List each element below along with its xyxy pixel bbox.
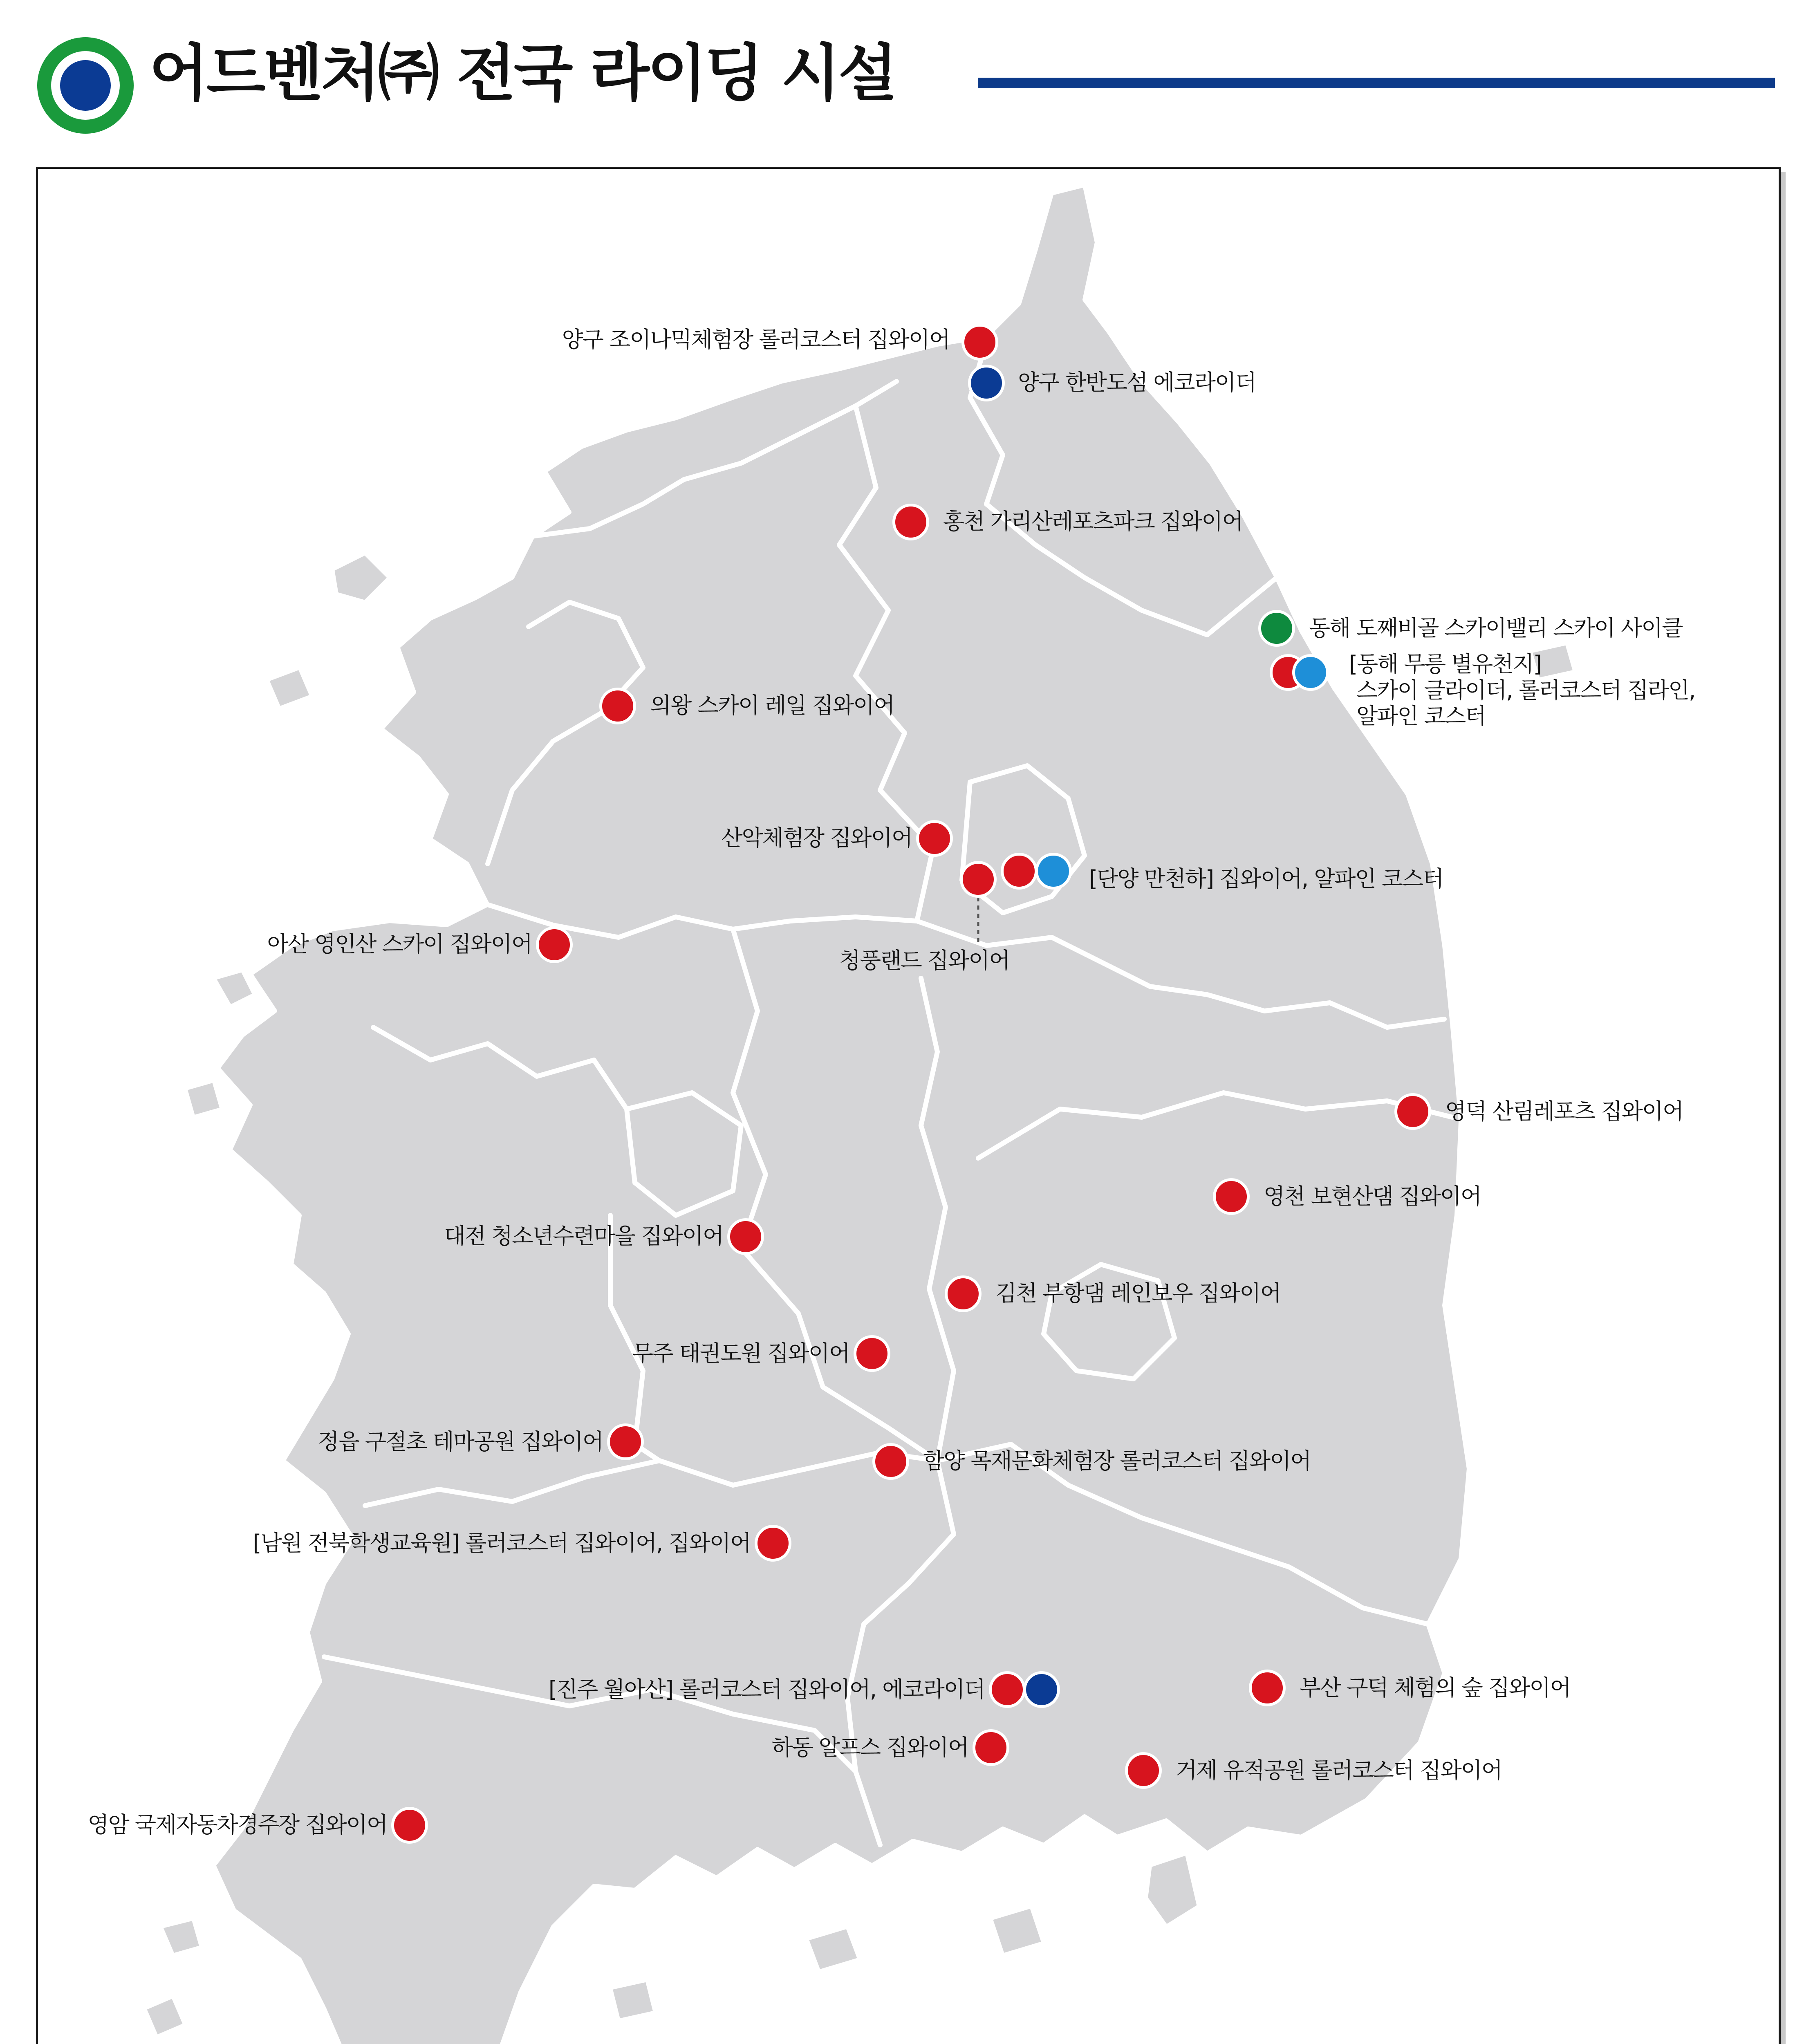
label-yanggu-joynamic: 양구 조이나믹체험장 롤러코스터 집와이어 bbox=[562, 327, 950, 353]
label-asan: 아산 영인산 스카이 집와이어 bbox=[267, 931, 532, 957]
header bbox=[0, 0, 1813, 164]
eco-rider-marker-icon bbox=[1023, 1671, 1060, 1708]
zipline-marker-icon bbox=[961, 324, 998, 361]
label-hongcheon: 홍천 가리산레포츠파크 집와이어 bbox=[943, 509, 1243, 535]
label-sanak: 산악체험장 집와이어 bbox=[721, 825, 912, 851]
label-gimcheon: 김천 부항댐 레인보우 집와이어 bbox=[995, 1280, 1281, 1307]
alpine-coaster-marker-icon bbox=[1035, 853, 1072, 890]
zipline-marker-icon bbox=[599, 688, 636, 724]
alpine-coaster-marker-icon bbox=[1292, 654, 1329, 691]
map-frame bbox=[36, 167, 1781, 2044]
zipline-marker-icon bbox=[1394, 1093, 1431, 1130]
label-geoje: 거제 유적공원 롤러코스터 집와이어 bbox=[1176, 1757, 1502, 1784]
label-cheongpung: 청풍랜드 집와이어 bbox=[839, 948, 1010, 974]
label-uiwang: 의왕 스카이 레일 집와이어 bbox=[650, 693, 894, 719]
label-donghae-mureung-line2: 스카이 글라이더, 롤러코스터 집라인, bbox=[1356, 677, 1695, 703]
label-donghae-mureung-line1: [동해 무릉 별유천지] bbox=[1349, 651, 1541, 677]
sky-cycle-marker-icon bbox=[1258, 610, 1295, 647]
eco-rider-marker-icon bbox=[968, 365, 1005, 401]
label-jinju: [진주 월아산] 롤러코스터 집와이어, 에코라이더 bbox=[548, 1676, 985, 1703]
logo-icon bbox=[34, 34, 137, 137]
zipline-marker-icon bbox=[1249, 1670, 1286, 1706]
zipline-marker-icon bbox=[536, 926, 573, 963]
zipline-marker-icon bbox=[872, 1443, 909, 1480]
zipline-marker-icon bbox=[727, 1218, 764, 1255]
label-danyang: [단양 만천하] 집와이어, 알파인 코스터 bbox=[1089, 866, 1443, 892]
label-donghae-mureung-line3: 알파인 코스터 bbox=[1356, 703, 1486, 729]
zipline-marker-icon bbox=[607, 1423, 644, 1460]
label-busan: 부산 구덕 체험의 숲 집와이어 bbox=[1300, 1675, 1571, 1701]
zipline-marker-icon bbox=[391, 1807, 428, 1844]
label-muju: 무주 태권도원 집와이어 bbox=[632, 1340, 849, 1367]
label-hamyang: 함양 목재문화체험장 롤러코스터 집와이어 bbox=[923, 1448, 1311, 1474]
zipline-marker-icon bbox=[989, 1671, 1026, 1708]
label-yeongam: 영암 국제자동차경주장 집와이어 bbox=[87, 1812, 387, 1838]
label-yanggu-hanbando: 양구 한반도섬 에코라이더 bbox=[1018, 370, 1256, 396]
zipline-marker-icon bbox=[1213, 1178, 1250, 1215]
zipline-marker-icon bbox=[755, 1525, 791, 1562]
zipline-marker-icon bbox=[916, 820, 953, 857]
label-daejeon: 대전 청소년수련마을 집와이어 bbox=[444, 1223, 723, 1249]
label-yeongdeok: 영덕 산림레포츠 집와이어 bbox=[1445, 1098, 1683, 1125]
label-jeongeup: 정읍 구절초 테마공원 집와이어 bbox=[318, 1429, 603, 1455]
title-rule bbox=[978, 78, 1775, 88]
zipline-marker-icon bbox=[960, 861, 997, 898]
label-donghae-mureung bbox=[1349, 651, 1695, 729]
zipline-marker-icon bbox=[1001, 853, 1038, 890]
label-yeongcheon: 영천 보현산댐 집와이어 bbox=[1264, 1183, 1481, 1210]
zipline-marker-icon bbox=[945, 1275, 982, 1312]
page-title: 어드벤처㈜ 전국 라이딩 시설 bbox=[149, 38, 896, 109]
zipline-marker-icon bbox=[973, 1729, 1009, 1766]
label-hadong: 하동 알프스 집와이어 bbox=[771, 1735, 968, 1761]
zipline-marker-icon bbox=[1125, 1752, 1162, 1789]
zipline-marker-icon bbox=[854, 1335, 890, 1372]
zipline-marker-icon bbox=[892, 504, 929, 540]
label-donghae-dojjaebigol: 동해 도째비골 스카이밸리 스카이 사이클 bbox=[1309, 615, 1683, 641]
label-namwon: [남원 전북학생교육원] 롤러코스터 집와이어, 집와이어 bbox=[253, 1530, 751, 1556]
